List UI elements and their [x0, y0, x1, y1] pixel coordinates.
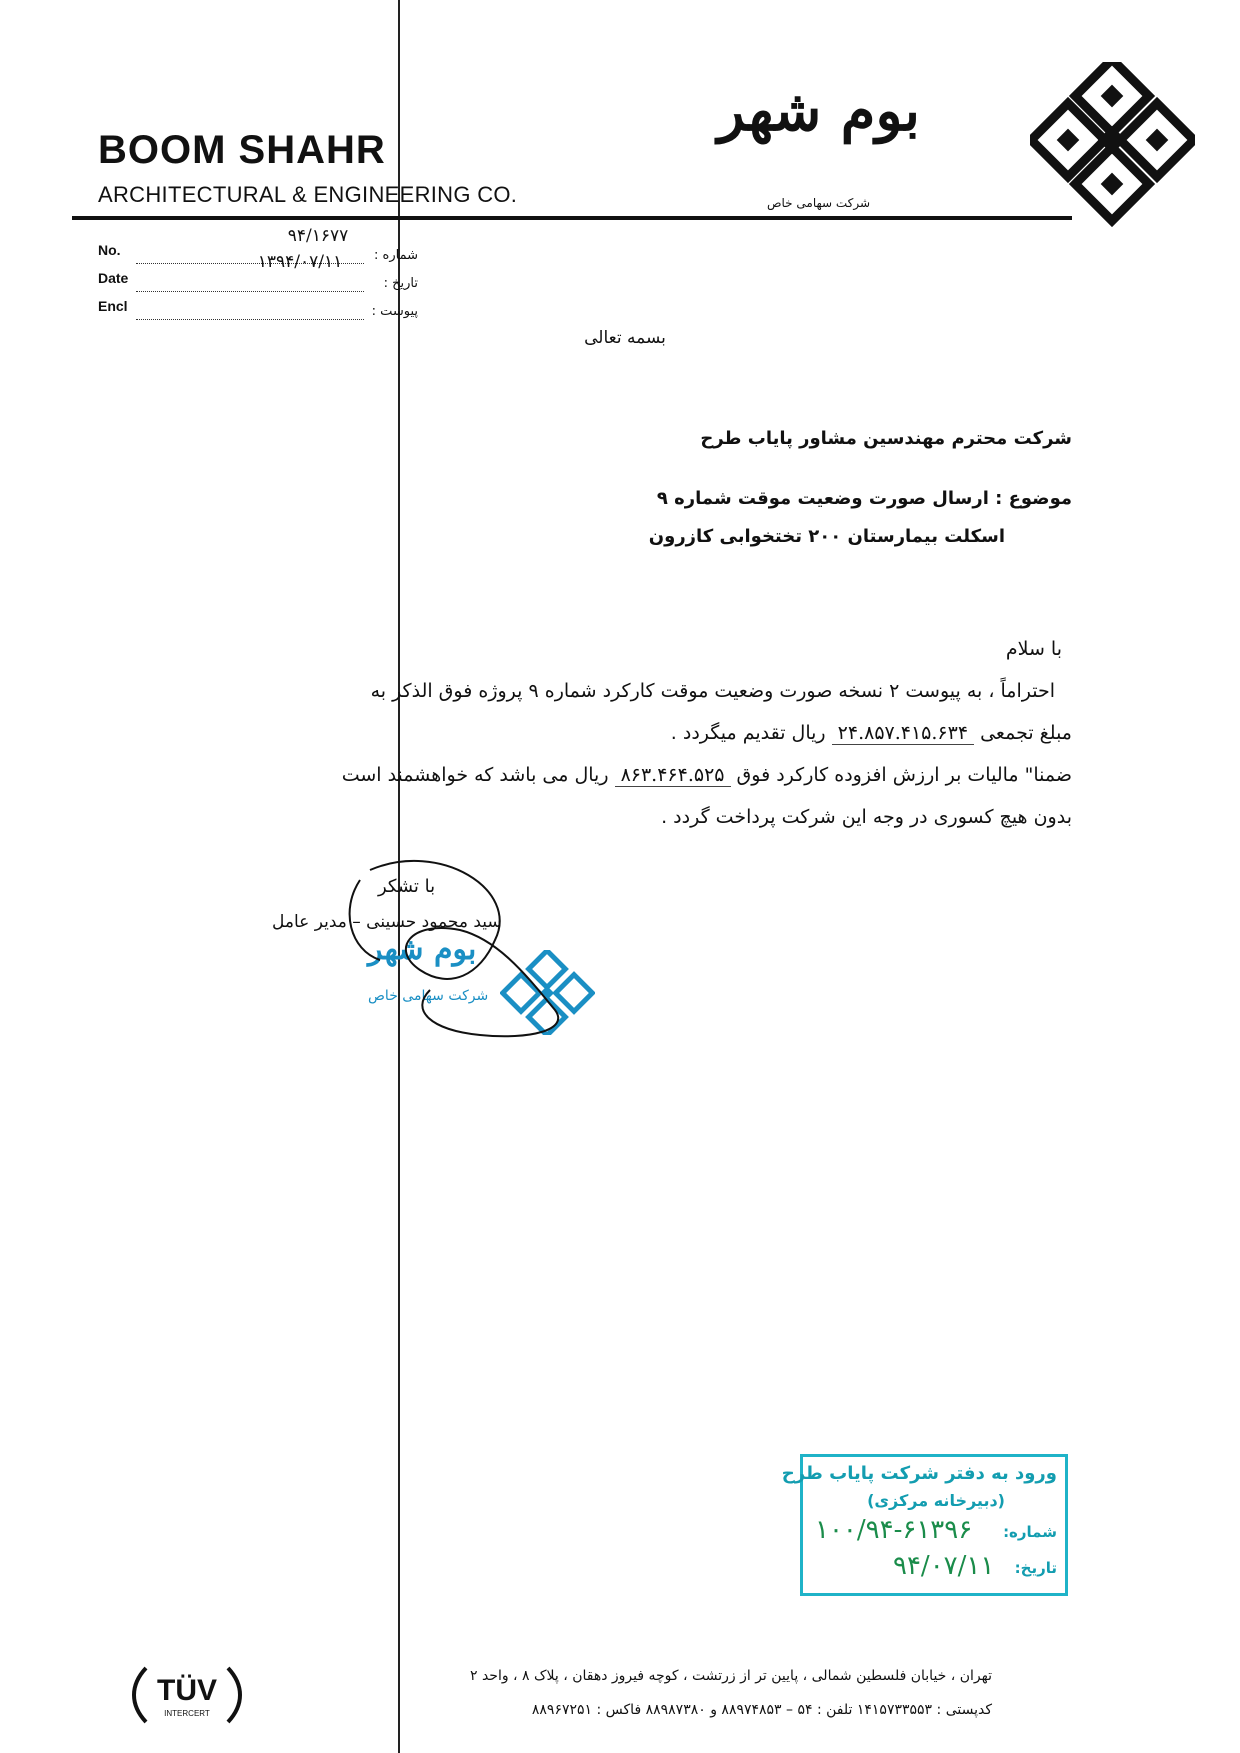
signer-name-title: سید محمود حسینی – مدیر عامل: [272, 912, 502, 932]
vat-amount: ۸۶۳.۴۶۴.۵۲۵: [615, 764, 731, 787]
bismillah: بسمه تعالی: [584, 328, 666, 348]
tuv-intercert-logo-icon: [128, 1660, 246, 1730]
receipt-number-label: شماره:: [1003, 1523, 1057, 1541]
subject-line-2: اسکلت بیمارستان ۲۰۰ تختخوابی کازرون: [648, 526, 1005, 547]
encl-label-fa: پیوست :: [371, 304, 418, 319]
no-value: ۹۴/۱۶۷۷: [287, 226, 349, 246]
total-amount-suffix: ریال تقدیم میگردد .: [670, 722, 826, 744]
tuv-logo-text: TÜV: [157, 1674, 217, 1707]
receipt-date-label: تاریخ:: [1014, 1559, 1057, 1577]
receipt-stamp: [781, 1454, 1068, 1596]
date-label: Date: [98, 270, 129, 286]
paragraph-2-line-1: [342, 764, 1072, 787]
subject-line-1: موضوع : ارسال صورت وضعیت موقت شماره ۹: [656, 488, 1072, 509]
paragraph-1-line-2: [671, 722, 1072, 745]
company-subtitle-en: ARCHITECTURAL & ENGINEERING CO.: [98, 182, 518, 207]
greeting: با سلام: [1005, 638, 1062, 660]
tuv-logo-subtext: INTERCERT: [164, 1709, 210, 1718]
company-logo-fa: [717, 78, 920, 228]
total-amount: ۲۴.۸۵۷.۴۱۵.۶۳۴: [832, 722, 974, 745]
company-name-fa: بوم شهر: [717, 78, 920, 144]
receipt-stamp-subtitle: (دبیرخانه مرکزی): [867, 1491, 1005, 1510]
closing-thanks: با تشکر: [378, 876, 436, 897]
paragraph-1-line-1: احتراماً ، به پیوست ۲ نسخه صورت وضعیت موقت کارکرد شماره ۹ پروژه فوق الذکر به: [370, 680, 1055, 702]
handwritten-signature: [330, 850, 580, 1050]
encl-field-line: [136, 318, 364, 320]
no-label: No.: [98, 242, 121, 258]
total-amount-prefix: مبلغ تجمعی: [980, 722, 1072, 744]
company-type-fa: شرکت سهامی خاص: [767, 196, 871, 210]
date-value: ۱۳۹۴/۰۷/۱۱: [257, 252, 343, 272]
paragraph-2-line-2: بدون هیچ کسوری در وجه این شرکت پرداخت گردد .: [661, 806, 1072, 828]
stamp-company-name: بوم شهر: [368, 932, 477, 967]
date-field-line: [136, 290, 364, 292]
vat-suffix: ریال می باشد که خواهشمند است: [341, 764, 609, 786]
recipient: شرکت محترم مهندسین مشاور پایاب طرح: [700, 428, 1072, 449]
receipt-stamp-title: ورود به دفتر شرکت پایاب طرح: [781, 1463, 1057, 1484]
footer-contact: کدپستی : ۱۴۱۵۷۳۳۵۵۳ تلفن : ۵۴ – ۸۸۹۷۴۸۵۳ و ۸۸۹۸۷۳۸۰ فاکس : ۸۸۹۶۷۲۵۱: [531, 1702, 992, 1718]
vat-prefix: ضمنا" مالیات بر ارزش افزوده کارکرد فوق: [736, 764, 1072, 786]
company-name-en: BOOM SHAHR: [98, 128, 386, 172]
receipt-number-value: ۱۰۰/۹۴-۶۱۳۹۶: [815, 1515, 973, 1545]
boom-shahr-emblem-icon: [1030, 62, 1195, 227]
encl-label: Encl: [98, 298, 128, 314]
header-divider: [72, 216, 1072, 220]
date-label-fa: تاریخ :: [383, 276, 418, 291]
no-label-fa: شماره :: [374, 248, 418, 263]
footer-address: تهران ، خیابان فلسطین شمالی ، پایین تر از زرتشت ، کوچه فیروز دهقان ، پلاک ۸ ، واحد ۲: [469, 1668, 992, 1684]
receipt-date-value: ۹۴/۰۷/۱۱: [893, 1551, 995, 1581]
stamp-company-type: شرکت سهامی خاص: [368, 988, 489, 1004]
